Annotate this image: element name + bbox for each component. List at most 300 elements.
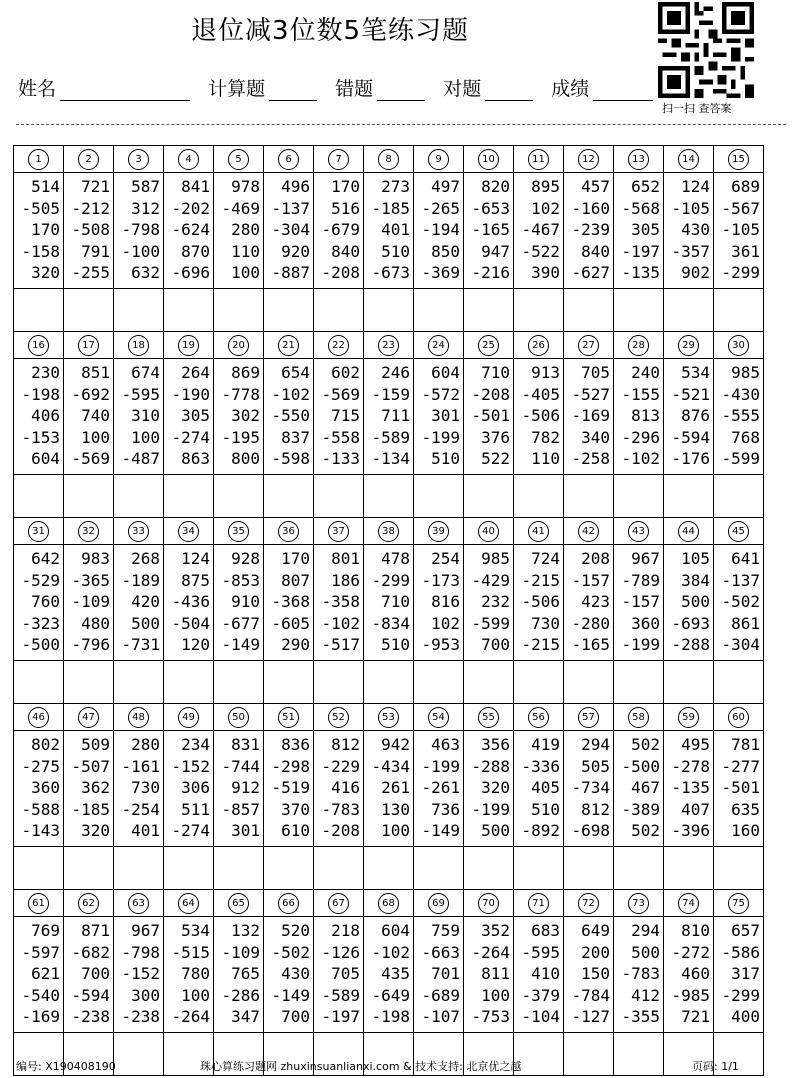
answer-cell[interactable] — [664, 847, 714, 890]
operand: -572 — [421, 384, 460, 404]
operand: -985 — [671, 985, 710, 1005]
problem-numbers — [714, 917, 764, 1033]
operand: 895 — [531, 177, 560, 196]
operand: -519 — [271, 778, 310, 797]
operand: -198 — [21, 384, 60, 404]
problem-number-badge: 65 — [228, 893, 249, 914]
problem-numbers — [464, 173, 514, 289]
problem-number — [114, 146, 164, 173]
operand: 800 — [231, 449, 260, 468]
answer-cell[interactable] — [264, 475, 314, 518]
problem-number-badge: 1 — [28, 149, 49, 170]
answer-cell[interactable] — [64, 661, 114, 704]
answer-cell[interactable] — [414, 289, 464, 332]
problem-number-badge: 39 — [428, 521, 449, 542]
name-blank[interactable] — [60, 80, 190, 101]
operand: -487 — [121, 449, 160, 468]
operand: 232 — [481, 592, 510, 611]
answer-cell[interactable] — [314, 661, 364, 704]
problem-number — [664, 146, 714, 173]
answer-cell[interactable] — [564, 847, 614, 890]
operand: 610 — [281, 821, 310, 840]
operand: 124 — [181, 549, 210, 568]
operand: -197 — [321, 1007, 360, 1026]
operand: -369 — [421, 263, 460, 282]
operand: 534 — [181, 921, 210, 940]
problem-number — [164, 518, 214, 545]
answer-cell[interactable] — [14, 475, 64, 518]
operand: -693 — [671, 613, 710, 633]
problem-numbers — [364, 917, 414, 1033]
operand: 160 — [731, 821, 760, 840]
answer-cell[interactable] — [364, 661, 414, 704]
operand: 759 — [431, 921, 460, 940]
operand: 347 — [231, 1007, 260, 1026]
problem-number-badge: 46 — [28, 707, 49, 728]
correct-blank[interactable] — [485, 80, 533, 101]
operand: -208 — [321, 263, 360, 282]
operand: 635 — [731, 799, 760, 819]
operand: -100 — [121, 241, 160, 261]
operand: 361 — [731, 241, 760, 261]
operand: 406 — [31, 406, 60, 425]
answer-cell[interactable] — [314, 475, 364, 518]
problem-number — [214, 332, 264, 359]
answer-cell[interactable] — [614, 289, 664, 332]
operand: -336 — [521, 756, 560, 776]
operand: -887 — [271, 263, 310, 282]
problem-numbers — [64, 917, 114, 1033]
operand: -298 — [271, 756, 310, 776]
problem-number-badge: 14 — [678, 149, 699, 170]
answer-cell[interactable] — [564, 289, 614, 332]
answer-cell[interactable] — [664, 289, 714, 332]
problem-numbers — [664, 173, 714, 289]
problem-number-badge: 74 — [678, 893, 699, 914]
operand: -280 — [571, 613, 610, 633]
operand: -159 — [371, 384, 410, 404]
operand: 510 — [531, 799, 560, 819]
operand: 700 — [481, 635, 510, 654]
operand: -689 — [421, 985, 460, 1005]
problem-numbers — [514, 359, 564, 475]
problem-number — [364, 704, 414, 731]
problem-numbers — [314, 173, 364, 289]
answer-cell[interactable] — [64, 847, 114, 890]
answer-cell[interactable] — [114, 475, 164, 518]
problem-number-badge: 13 — [628, 149, 649, 170]
problem-numbers — [264, 173, 314, 289]
operand: -161 — [121, 756, 160, 776]
operand: -555 — [721, 406, 760, 425]
operand: -197 — [621, 241, 660, 261]
problem-number-badge: 55 — [478, 707, 499, 728]
problem-number — [314, 704, 364, 731]
operand: 807 — [281, 570, 310, 590]
operand: -595 — [121, 384, 160, 404]
problem-number — [214, 146, 264, 173]
wrong-label: 错题 — [335, 78, 374, 100]
problem-number-badge: 53 — [378, 707, 399, 728]
operand: -429 — [471, 570, 510, 590]
operand: -299 — [721, 263, 760, 282]
problem-number — [514, 890, 564, 917]
operand: 401 — [381, 220, 410, 239]
operand: -892 — [521, 821, 560, 840]
operand: -212 — [71, 198, 110, 218]
operand: 254 — [431, 549, 460, 568]
operand: 510 — [431, 449, 460, 468]
answer-cell[interactable] — [464, 847, 514, 890]
answer-cell[interactable] — [714, 661, 764, 704]
answer-cell[interactable] — [614, 1033, 664, 1076]
operand: -109 — [71, 592, 110, 611]
operand: -169 — [21, 1007, 60, 1026]
answer-cell[interactable] — [714, 289, 764, 332]
problem-number-badge: 7 — [328, 149, 349, 170]
qr-code-icon[interactable] — [658, 2, 754, 98]
operand: -605 — [271, 613, 310, 633]
problem-numbers — [14, 731, 64, 847]
problem-numbers — [114, 545, 164, 661]
problem-number-badge: 6 — [278, 149, 299, 170]
operand: -504 — [171, 613, 210, 633]
operand: -288 — [471, 756, 510, 776]
answer-cell[interactable] — [214, 661, 264, 704]
problem-number-badge: 47 — [78, 707, 99, 728]
operand: -264 — [171, 1007, 210, 1026]
problem-numbers — [214, 731, 264, 847]
problem-number — [14, 332, 64, 359]
answer-cell[interactable] — [614, 661, 664, 704]
answer-cell[interactable] — [64, 289, 114, 332]
problem-numbers — [314, 545, 364, 661]
problem-numbers — [164, 545, 214, 661]
problem-number-badge: 67 — [328, 893, 349, 914]
operand: -158 — [21, 241, 60, 261]
operand: 412 — [631, 985, 660, 1005]
answer-cell[interactable] — [164, 475, 214, 518]
answer-cell[interactable] — [214, 847, 264, 890]
count-label: 计算题 — [208, 78, 266, 100]
problem-number-badge: 25 — [478, 335, 499, 356]
operand: -783 — [321, 799, 360, 819]
problem-number — [314, 332, 364, 359]
operand: -238 — [121, 1007, 160, 1026]
answer-cell[interactable] — [314, 289, 364, 332]
answer-cell[interactable] — [464, 475, 514, 518]
operand: -157 — [621, 592, 660, 611]
answer-cell[interactable] — [264, 289, 314, 332]
operand: 657 — [731, 921, 760, 940]
operand: -264 — [471, 942, 510, 962]
operand: -323 — [21, 613, 60, 633]
operand: 871 — [81, 921, 110, 940]
problem-numbers — [14, 917, 64, 1033]
operand: 246 — [381, 363, 410, 382]
problem-number — [464, 332, 514, 359]
answer-cell[interactable] — [564, 1033, 614, 1076]
operand: -134 — [371, 449, 410, 468]
problem-number-badge: 9 — [428, 149, 449, 170]
problem-number — [64, 704, 114, 731]
problem-number — [364, 890, 414, 917]
operand: -102 — [371, 942, 410, 962]
operand: 186 — [331, 570, 360, 590]
problem-numbers — [264, 545, 314, 661]
operand: -199 — [421, 756, 460, 776]
problem-number — [564, 332, 614, 359]
operand: 130 — [381, 799, 410, 819]
operand: -522 — [521, 241, 560, 261]
operand: -597 — [21, 942, 60, 962]
operand: 674 — [131, 363, 160, 382]
answer-cell[interactable] — [714, 847, 764, 890]
problem-numbers — [264, 917, 314, 1033]
operand: 305 — [631, 220, 660, 239]
operand: 132 — [231, 921, 260, 940]
problem-numbers — [414, 359, 464, 475]
operand: 967 — [631, 549, 660, 568]
operand: 985 — [731, 363, 760, 382]
operand: 100 — [381, 821, 410, 840]
operand: -173 — [421, 570, 460, 590]
answer-cell[interactable] — [614, 475, 664, 518]
operand: -568 — [621, 198, 660, 218]
problem-numbers — [564, 917, 614, 1033]
problem-numbers — [464, 731, 514, 847]
operand: 649 — [581, 921, 610, 940]
problem-number — [164, 890, 214, 917]
answer-cell[interactable] — [664, 475, 714, 518]
operand: 218 — [331, 921, 360, 940]
operand: 820 — [481, 177, 510, 196]
operand: 110 — [531, 449, 560, 468]
problem-numbers — [114, 359, 164, 475]
problem-number-badge: 23 — [378, 335, 399, 356]
problem-number — [64, 518, 114, 545]
problem-number-badge: 24 — [428, 335, 449, 356]
problem-numbers — [314, 917, 364, 1033]
answer-cell[interactable] — [414, 847, 464, 890]
operand: -834 — [371, 613, 410, 633]
operand: 861 — [731, 613, 760, 633]
problem-number — [164, 704, 214, 731]
answer-cell[interactable] — [164, 289, 214, 332]
answer-cell[interactable] — [564, 661, 614, 704]
operand: 360 — [631, 613, 660, 633]
answer-cell[interactable] — [514, 289, 564, 332]
answer-cell[interactable] — [314, 847, 364, 890]
operand: -215 — [521, 570, 560, 590]
operand: 710 — [381, 592, 410, 611]
problem-number — [364, 518, 414, 545]
operand: 810 — [681, 921, 710, 940]
operand: 170 — [281, 549, 310, 568]
problem-numbers — [564, 545, 614, 661]
footer-page: 页码: 1/1 — [692, 1060, 739, 1073]
answer-cell[interactable] — [464, 661, 514, 704]
operand: -304 — [271, 220, 310, 239]
problem-numbers — [264, 359, 314, 475]
problem-number — [514, 518, 564, 545]
operand: 100 — [181, 985, 210, 1005]
operand: -501 — [721, 778, 760, 797]
operand: 700 — [281, 1007, 310, 1026]
problem-number — [264, 332, 314, 359]
problem-numbers — [64, 731, 114, 847]
operand: 200 — [581, 942, 610, 962]
operand: 621 — [31, 964, 60, 983]
answer-cell[interactable] — [14, 847, 64, 890]
operand: 522 — [481, 449, 510, 468]
operand: 268 — [131, 549, 160, 568]
operand: -202 — [171, 198, 210, 218]
operand: 410 — [531, 964, 560, 983]
answer-cell[interactable] — [14, 289, 64, 332]
operand: -155 — [621, 384, 660, 404]
operand: -567 — [721, 198, 760, 218]
answer-cell[interactable] — [164, 661, 214, 704]
answer-cell[interactable] — [164, 847, 214, 890]
problem-number-badge: 20 — [228, 335, 249, 356]
operand: 306 — [181, 778, 210, 797]
operand: 978 — [231, 177, 260, 196]
operand: 100 — [481, 985, 510, 1005]
answer-cell[interactable] — [214, 289, 264, 332]
problem-number — [14, 890, 64, 917]
problem-number-badge: 71 — [528, 893, 549, 914]
answer-cell[interactable] — [514, 847, 564, 890]
answer-cell[interactable] — [514, 661, 564, 704]
answer-cell[interactable] — [64, 475, 114, 518]
problem-numbers — [164, 359, 214, 475]
problem-number-badge: 22 — [328, 335, 349, 356]
operand: 305 — [181, 406, 210, 425]
answer-cell[interactable] — [414, 475, 464, 518]
operand: 500 — [481, 821, 510, 840]
operand: -107 — [421, 1007, 460, 1026]
operand: 150 — [581, 964, 610, 983]
operand: -682 — [71, 942, 110, 962]
operand: 942 — [381, 735, 410, 754]
operand: -594 — [671, 427, 710, 447]
answer-cell[interactable] — [464, 289, 514, 332]
problem-numbers — [664, 359, 714, 475]
operand: -189 — [121, 570, 160, 590]
problem-number-badge: 60 — [728, 707, 749, 728]
problem-number — [714, 890, 764, 917]
problem-number-badge: 63 — [128, 893, 149, 914]
problem-number — [64, 146, 114, 173]
operand: 967 — [131, 921, 160, 940]
problem-number-badge: 64 — [178, 893, 199, 914]
answer-cell[interactable] — [564, 475, 614, 518]
problem-number-badge: 50 — [228, 707, 249, 728]
problem-number — [164, 146, 214, 173]
problem-numbers — [364, 731, 414, 847]
operand: -137 — [271, 198, 310, 218]
operand: 419 — [531, 735, 560, 754]
operand: 463 — [431, 735, 460, 754]
operand: -133 — [321, 449, 360, 468]
operand: 460 — [681, 964, 710, 983]
answer-cell[interactable] — [114, 289, 164, 332]
operand: -784 — [571, 985, 610, 1005]
correct-label: 对题 — [443, 78, 482, 100]
operand: 230 — [31, 363, 60, 382]
problem-grid — [13, 145, 760, 1076]
answer-cell[interactable] — [14, 661, 64, 704]
answer-cell[interactable] — [364, 289, 414, 332]
operand: 362 — [81, 778, 110, 797]
problem-number-badge: 32 — [78, 521, 99, 542]
answer-cell[interactable] — [114, 847, 164, 890]
operand: 100 — [131, 427, 160, 447]
answer-cell[interactable] — [364, 847, 414, 890]
operand: 505 — [581, 756, 610, 776]
answer-cell[interactable] — [364, 475, 414, 518]
problem-number — [564, 146, 614, 173]
wrong-blank[interactable] — [377, 80, 425, 101]
answer-cell[interactable] — [664, 661, 714, 704]
score-blank[interactable] — [593, 80, 653, 101]
answer-cell[interactable] — [114, 1033, 164, 1076]
operand: -199 — [471, 799, 510, 819]
answer-cell[interactable] — [114, 661, 164, 704]
answer-cell[interactable] — [714, 475, 764, 518]
answer-cell[interactable] — [514, 475, 564, 518]
answer-cell[interactable] — [214, 475, 264, 518]
problem-numbers — [514, 731, 564, 847]
problem-number — [614, 518, 664, 545]
operand: -277 — [721, 756, 760, 776]
operand: 602 — [331, 363, 360, 382]
problem-number — [264, 704, 314, 731]
problem-numbers — [614, 359, 664, 475]
answer-cell[interactable] — [264, 661, 314, 704]
problem-number — [264, 146, 314, 173]
operand: -744 — [221, 756, 260, 776]
operand: 721 — [81, 177, 110, 196]
answer-cell[interactable] — [264, 847, 314, 890]
answer-cell[interactable] — [414, 661, 464, 704]
operand: -778 — [221, 384, 260, 404]
operand: 985 — [481, 549, 510, 568]
operand: 701 — [431, 964, 460, 983]
problem-numbers — [614, 917, 664, 1033]
operand: -467 — [521, 220, 560, 239]
operand: -169 — [571, 406, 610, 425]
operand: -589 — [371, 427, 410, 447]
operand: 913 — [531, 363, 560, 382]
answer-cell[interactable] — [614, 847, 664, 890]
problem-number-badge: 75 — [728, 893, 749, 914]
problem-number-badge: 38 — [378, 521, 399, 542]
count-blank[interactable] — [269, 80, 317, 101]
problem-number-badge: 69 — [428, 893, 449, 914]
operand: -105 — [671, 198, 710, 218]
problem-number — [64, 332, 114, 359]
operand: -653 — [471, 198, 510, 218]
operand: 801 — [331, 549, 360, 568]
operand: 516 — [331, 198, 360, 218]
problem-number — [614, 332, 664, 359]
operand: 510 — [381, 635, 410, 654]
operand: -550 — [271, 406, 310, 425]
operand: -275 — [21, 756, 60, 776]
operand: 765 — [231, 964, 260, 983]
